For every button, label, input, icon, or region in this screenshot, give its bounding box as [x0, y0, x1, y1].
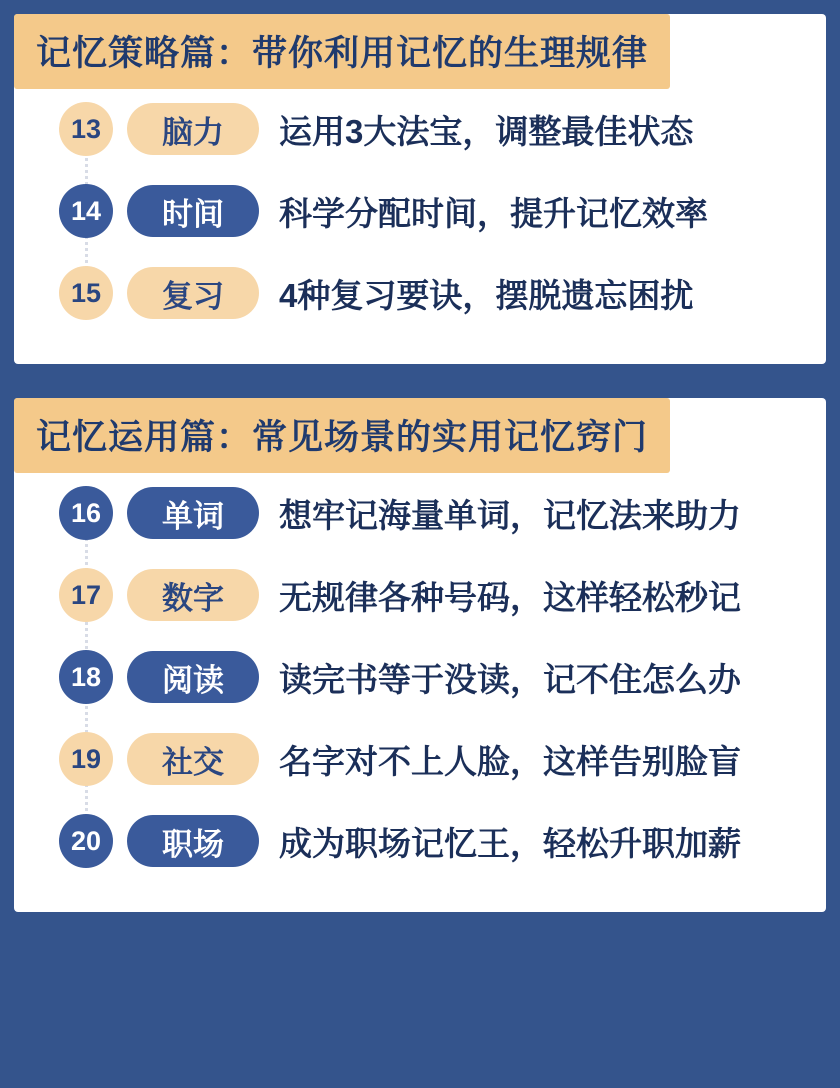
item-description: 成为职场记忆王，轻松升职加薪: [279, 824, 741, 862]
item-description: 运用3大法宝，调整最佳状态: [279, 112, 694, 150]
item-number-badge: 13: [59, 102, 113, 156]
bottom-spacer: [14, 946, 826, 966]
list-item[interactable]: [40, 800, 800, 882]
item-number-badge: 17: [59, 568, 113, 622]
list-item[interactable]: [40, 554, 800, 636]
item-description: 读完书等于没读，记不住怎么办: [279, 660, 741, 698]
item-description: 无规律各种号码，这样轻松秒记: [279, 578, 741, 616]
list-item[interactable]: [40, 472, 800, 554]
section-memory-strategy: [14, 14, 826, 364]
item-number-badge: 20: [59, 814, 113, 868]
item-tag-pill: 复习: [127, 267, 259, 319]
list-item[interactable]: [40, 170, 800, 252]
item-tag-pill: 时间: [127, 185, 259, 237]
item-description: 科学分配时间，提升记忆效率: [279, 194, 708, 232]
item-description: 想牢记海量单词，记忆法来助力: [279, 496, 741, 534]
item-tag-pill: 职场: [127, 815, 259, 867]
section-card: [14, 398, 826, 912]
section-header-title: 记忆策略篇：带你利用记忆的生理规律: [14, 14, 670, 89]
item-number-badge: 15: [59, 266, 113, 320]
row-list: [40, 88, 800, 334]
list-item[interactable]: [40, 88, 800, 170]
item-tag-pill: 阅读: [127, 651, 259, 703]
item-tag-pill: 数字: [127, 569, 259, 621]
item-description: 4种复习要诀，摆脱遗忘困扰: [279, 276, 694, 314]
item-tag-pill: 脑力: [127, 103, 259, 155]
list-item[interactable]: [40, 718, 800, 800]
item-description: 名字对不上人脸，这样告别脸盲: [279, 742, 741, 780]
section-header-title: 记忆运用篇：常见场景的实用记忆窍门: [14, 398, 670, 473]
left-rail-decoration: [0, 0, 14, 1088]
item-tag-pill: 单词: [127, 487, 259, 539]
list-item[interactable]: [40, 636, 800, 718]
item-number-badge: 14: [59, 184, 113, 238]
item-tag-pill: 社交: [127, 733, 259, 785]
list-item[interactable]: [40, 252, 800, 334]
item-number-badge: 19: [59, 732, 113, 786]
item-number-badge: 18: [59, 650, 113, 704]
row-list: [40, 472, 800, 882]
section-memory-application: [14, 398, 826, 912]
item-number-badge: 16: [59, 486, 113, 540]
